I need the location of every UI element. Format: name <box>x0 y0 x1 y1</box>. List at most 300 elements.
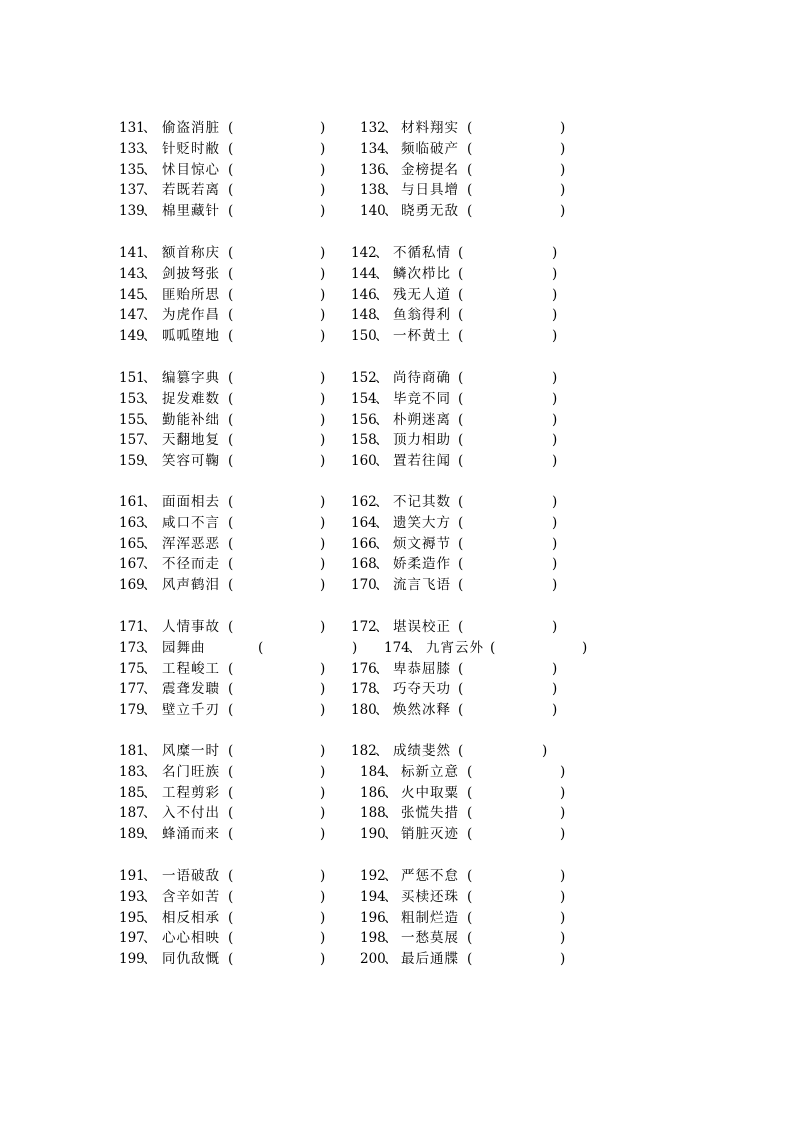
left-answer-close-paren: ) <box>320 888 326 905</box>
idiom-row <box>0 326 794 346</box>
left-idiom-text: 匪贻所思 <box>162 286 220 303</box>
left-item-separator: 、 <box>143 619 157 635</box>
right-answer-close-paren: ) <box>560 784 566 801</box>
left-answer-open-paren: ( <box>228 265 234 282</box>
left-answer-open-paren: ( <box>258 639 264 656</box>
left-item-number: 163 <box>119 514 145 531</box>
left-answer-open-paren: ( <box>228 432 234 449</box>
left-answer-open-paren: ( <box>228 951 234 968</box>
right-answer-open-paren: ( <box>458 660 464 677</box>
left-item-number: 149 <box>119 328 145 345</box>
left-item-number: 167 <box>119 556 145 573</box>
right-item-number: 190 <box>360 826 386 843</box>
left-item-separator: 、 <box>143 951 157 968</box>
left-item-separator: 、 <box>143 660 157 677</box>
left-idiom-text: 针贬时敝 <box>162 140 220 157</box>
right-item-number: 200 <box>360 951 386 968</box>
right-item-separator: 、 <box>375 660 389 677</box>
left-answer-open-paren: ( <box>228 370 234 386</box>
right-answer-open-paren: ( <box>458 514 464 531</box>
left-answer-open-paren: ( <box>228 120 234 136</box>
idiom-row <box>0 201 794 221</box>
left-item-number: 137 <box>119 182 145 199</box>
left-idiom-text: 呱呱堕地 <box>162 328 220 345</box>
left-answer-close-paren: ) <box>320 307 326 324</box>
left-answer-close-paren: ) <box>320 411 326 428</box>
left-answer-close-paren: ) <box>320 556 326 573</box>
idiom-row <box>0 285 794 305</box>
right-item-number: 186 <box>360 784 386 801</box>
right-idiom-text: 鱼翁得利 <box>393 307 451 324</box>
right-item-separator: 、 <box>384 826 398 843</box>
left-item-separator: 、 <box>143 784 157 801</box>
right-item-separator: 、 <box>375 265 389 282</box>
right-idiom-text: 销脏灭迹 <box>401 826 459 843</box>
right-answer-open-paren: ( <box>458 556 464 573</box>
right-answer-open-paren: ( <box>458 494 464 510</box>
right-answer-close-paren: ) <box>560 826 566 843</box>
right-item-number: 184 <box>360 763 386 780</box>
left-answer-open-paren: ( <box>228 743 234 759</box>
left-answer-close-paren: ) <box>320 660 326 677</box>
right-item-separator: 、 <box>375 702 389 719</box>
right-idiom-text: 流言飞语 <box>393 577 451 594</box>
right-idiom-text: 置若往闻 <box>393 453 451 470</box>
right-item-separator: 、 <box>375 390 389 407</box>
left-item-separator: 、 <box>143 514 157 531</box>
right-item-separator: 、 <box>375 307 389 324</box>
idiom-row <box>0 264 794 284</box>
idiom-row <box>0 180 794 200</box>
left-answer-open-paren: ( <box>228 784 234 801</box>
right-answer-open-paren: ( <box>458 245 464 261</box>
left-answer-close-paren: ) <box>320 286 326 303</box>
right-answer-open-paren: ( <box>458 743 464 759</box>
right-answer-close-paren: ) <box>560 182 566 199</box>
left-idiom-text: 震聋发聩 <box>162 681 220 698</box>
right-answer-close-paren: ) <box>552 286 558 303</box>
right-idiom-text: 焕然冰释 <box>393 702 451 719</box>
right-idiom-text: 金榜提名 <box>401 161 459 178</box>
left-item-separator: 、 <box>143 681 157 698</box>
left-answer-close-paren: ) <box>320 619 326 635</box>
right-item-separator: 、 <box>375 328 389 345</box>
right-idiom-text: 九宵云外 <box>426 639 484 656</box>
right-item-number: 176 <box>351 660 377 677</box>
idiom-row <box>0 513 794 533</box>
left-item-separator: 、 <box>143 265 157 282</box>
right-item-separator: 、 <box>375 432 389 449</box>
right-answer-close-paren: ) <box>560 763 566 780</box>
idiom-row <box>0 762 794 782</box>
right-item-number: 146 <box>351 286 377 303</box>
left-answer-open-paren: ( <box>228 328 234 345</box>
left-item-number: 173 <box>119 639 145 656</box>
right-item-separator: 、 <box>384 951 398 968</box>
left-idiom-text: 名门旺族 <box>162 763 220 780</box>
left-answer-open-paren: ( <box>228 161 234 178</box>
right-answer-close-paren: ) <box>552 535 558 552</box>
left-answer-close-paren: ) <box>320 140 326 157</box>
left-answer-close-paren: ) <box>320 681 326 698</box>
left-answer-close-paren: ) <box>320 909 326 926</box>
left-item-number: 141 <box>119 245 145 261</box>
left-item-separator: 、 <box>143 639 157 656</box>
left-idiom-text: 工程剪彩 <box>162 784 220 801</box>
right-answer-open-paren: ( <box>467 951 473 968</box>
left-answer-close-paren: ) <box>320 494 326 510</box>
right-item-number: 154 <box>351 390 377 407</box>
right-idiom-text: 严惩不怠 <box>401 868 459 884</box>
right-answer-close-paren: ) <box>582 639 588 656</box>
right-answer-close-paren: ) <box>552 370 558 386</box>
idiom-row <box>0 430 794 450</box>
left-item-separator: 、 <box>143 888 157 905</box>
right-idiom-text: 一愁莫展 <box>401 930 459 947</box>
right-item-number: 132 <box>360 120 386 136</box>
right-answer-close-paren: ) <box>560 909 566 926</box>
left-idiom-text: 捉发难数 <box>162 390 220 407</box>
idiom-row <box>0 866 794 886</box>
right-item-separator: 、 <box>375 619 389 635</box>
left-idiom-text: 天翻地复 <box>162 432 220 449</box>
right-idiom-text: 最后通牒 <box>401 951 459 968</box>
right-item-separator: 、 <box>375 286 389 303</box>
right-item-number: 170 <box>351 577 377 594</box>
right-item-separator: 、 <box>384 888 398 905</box>
left-idiom-text: 怵目惊心 <box>162 161 220 178</box>
left-item-separator: 、 <box>143 909 157 926</box>
right-answer-open-paren: ( <box>458 286 464 303</box>
idiom-row <box>0 451 794 471</box>
left-answer-open-paren: ( <box>228 702 234 719</box>
idiom-row <box>0 659 794 679</box>
left-item-separator: 、 <box>143 743 157 759</box>
left-item-separator: 、 <box>143 390 157 407</box>
right-idiom-text: 残无人道 <box>393 286 451 303</box>
left-item-number: 177 <box>119 681 145 698</box>
left-answer-close-paren: ) <box>320 120 326 136</box>
right-idiom-text: 标新立意 <box>401 763 459 780</box>
right-item-number: 178 <box>351 681 377 698</box>
left-answer-close-paren: ) <box>320 535 326 552</box>
left-idiom-text: 园舞曲 <box>162 639 206 656</box>
idiom-row <box>0 700 794 720</box>
right-idiom-text: 顶力相助 <box>393 432 451 449</box>
left-item-number: 195 <box>119 909 145 926</box>
idiom-row <box>0 243 794 263</box>
left-item-separator: 、 <box>143 182 157 199</box>
idiom-row <box>0 617 794 637</box>
right-answer-open-paren: ( <box>458 265 464 282</box>
right-answer-open-paren: ( <box>458 328 464 345</box>
left-item-number: 197 <box>119 930 145 947</box>
left-answer-open-paren: ( <box>228 868 234 884</box>
left-answer-close-paren: ) <box>320 370 326 386</box>
left-answer-open-paren: ( <box>228 660 234 677</box>
right-item-number: 198 <box>360 930 386 947</box>
left-answer-close-paren: ) <box>320 805 326 822</box>
idiom-row <box>0 783 794 803</box>
left-answer-close-paren: ) <box>320 577 326 594</box>
right-answer-open-paren: ( <box>467 161 473 178</box>
right-item-separator: 、 <box>384 930 398 947</box>
idiom-row <box>0 554 794 574</box>
left-idiom-text: 为虎作昌 <box>162 307 220 324</box>
left-idiom-text: 不径而走 <box>162 556 220 573</box>
left-idiom-text: 含辛如苦 <box>162 888 220 905</box>
right-item-separator: 、 <box>375 743 389 759</box>
right-answer-open-paren: ( <box>458 432 464 449</box>
left-item-number: 159 <box>119 453 145 470</box>
left-idiom-text: 编篡字典 <box>162 370 220 386</box>
left-idiom-text: 勤能补绌 <box>162 411 220 428</box>
left-answer-close-paren: ) <box>320 265 326 282</box>
right-answer-close-paren: ) <box>552 619 558 635</box>
left-idiom-text: 壁立千刃 <box>162 702 220 719</box>
left-answer-open-paren: ( <box>228 909 234 926</box>
left-item-number: 175 <box>119 660 145 677</box>
right-answer-open-paren: ( <box>467 203 473 220</box>
right-answer-close-paren: ) <box>560 930 566 947</box>
right-answer-close-paren: ) <box>560 203 566 220</box>
right-idiom-text: 火中取粟 <box>401 784 459 801</box>
left-item-separator: 、 <box>143 702 157 719</box>
left-answer-close-paren: ) <box>320 390 326 407</box>
idiom-row <box>0 928 794 948</box>
right-item-separator: 、 <box>384 140 398 157</box>
left-answer-open-paren: ( <box>228 535 234 552</box>
idiom-row <box>0 887 794 907</box>
left-item-number: 145 <box>119 286 145 303</box>
right-idiom-text: 材料翔实 <box>401 120 459 136</box>
left-answer-open-paren: ( <box>228 888 234 905</box>
idiom-row <box>0 305 794 325</box>
left-answer-open-paren: ( <box>228 619 234 635</box>
left-item-number: 193 <box>119 888 145 905</box>
left-item-separator: 、 <box>143 286 157 303</box>
idiom-row <box>0 139 794 159</box>
left-answer-open-paren: ( <box>228 203 234 220</box>
left-answer-close-paren: ) <box>320 826 326 843</box>
left-answer-close-paren: ) <box>320 951 326 968</box>
left-item-number: 133 <box>119 140 145 157</box>
idiom-row <box>0 160 794 180</box>
right-answer-close-paren: ) <box>560 951 566 968</box>
left-answer-open-paren: ( <box>228 763 234 780</box>
right-item-number: 180 <box>351 702 377 719</box>
right-idiom-text: 鳞次栉比 <box>393 265 451 282</box>
left-item-separator: 、 <box>143 370 157 386</box>
left-item-number: 171 <box>119 619 145 635</box>
right-answer-open-paren: ( <box>458 619 464 635</box>
right-item-number: 148 <box>351 307 377 324</box>
right-item-number: 168 <box>351 556 377 573</box>
left-item-separator: 、 <box>143 826 157 843</box>
left-item-separator: 、 <box>143 203 157 220</box>
right-item-number: 136 <box>360 161 386 178</box>
left-item-separator: 、 <box>143 453 157 470</box>
right-item-separator: 、 <box>384 805 398 822</box>
left-item-number: 181 <box>119 743 145 759</box>
right-item-separator: 、 <box>384 161 398 178</box>
right-item-separator: 、 <box>375 514 389 531</box>
left-item-number: 131 <box>119 120 145 136</box>
right-answer-open-paren: ( <box>490 639 496 656</box>
left-item-number: 161 <box>119 494 145 510</box>
right-idiom-text: 尚待商确 <box>393 370 451 386</box>
left-item-separator: 、 <box>143 535 157 552</box>
left-item-number: 153 <box>119 390 145 407</box>
right-idiom-text: 晓勇无敌 <box>401 203 459 220</box>
idiom-row <box>0 949 794 969</box>
right-item-separator: 、 <box>375 453 389 470</box>
left-answer-close-paren: ) <box>320 328 326 345</box>
idiom-row <box>0 368 794 388</box>
left-idiom-text: 剑披弩张 <box>162 265 220 282</box>
left-answer-open-paren: ( <box>228 805 234 822</box>
right-answer-close-paren: ) <box>542 743 548 759</box>
right-item-separator: 、 <box>375 577 389 594</box>
right-answer-open-paren: ( <box>467 784 473 801</box>
left-item-number: 169 <box>119 577 145 594</box>
right-item-number: 138 <box>360 182 386 199</box>
right-item-separator: 、 <box>375 556 389 573</box>
right-answer-close-paren: ) <box>560 805 566 822</box>
left-item-number: 199 <box>119 951 145 968</box>
right-idiom-text: 不循私情 <box>393 245 451 261</box>
right-item-number: 140 <box>360 203 386 220</box>
left-answer-close-paren: ) <box>352 639 358 656</box>
idiom-row <box>0 389 794 409</box>
right-idiom-text: 遗笑大方 <box>393 514 451 531</box>
right-answer-open-paren: ( <box>458 370 464 386</box>
left-idiom-text: 笑容可鞠 <box>162 453 220 470</box>
left-item-number: 155 <box>119 411 145 428</box>
left-item-separator: 、 <box>143 805 157 822</box>
right-idiom-text: 买椟还珠 <box>401 888 459 905</box>
left-answer-open-paren: ( <box>228 930 234 947</box>
right-idiom-text: 成绩斐然 <box>393 743 451 759</box>
right-idiom-text: 卑恭屈膝 <box>393 660 451 677</box>
left-idiom-text: 工程峻工 <box>162 660 220 677</box>
right-item-number: 182 <box>351 743 377 759</box>
left-idiom-text: 咸口不言 <box>162 514 220 531</box>
left-item-number: 191 <box>119 868 145 884</box>
right-item-separator: 、 <box>375 411 389 428</box>
right-idiom-text: 不记其数 <box>393 494 451 510</box>
right-answer-open-paren: ( <box>467 763 473 780</box>
left-answer-close-paren: ) <box>320 203 326 220</box>
left-idiom-text: 若既若离 <box>162 182 220 199</box>
right-answer-open-paren: ( <box>467 805 473 822</box>
right-idiom-text: 烦文褥节 <box>393 535 451 552</box>
left-answer-close-paren: ) <box>320 784 326 801</box>
left-answer-close-paren: ) <box>320 514 326 531</box>
right-item-separator: 、 <box>384 763 398 780</box>
left-answer-open-paren: ( <box>228 140 234 157</box>
right-answer-open-paren: ( <box>458 681 464 698</box>
right-item-number: 194 <box>360 888 386 905</box>
left-item-separator: 、 <box>143 494 157 510</box>
right-item-number: 172 <box>351 619 377 635</box>
right-item-separator: 、 <box>384 868 398 884</box>
right-item-number: 196 <box>360 909 386 926</box>
right-item-number: 160 <box>351 453 377 470</box>
left-idiom-text: 蜂涌而来 <box>162 826 220 843</box>
idiom-row <box>0 638 794 658</box>
right-answer-open-paren: ( <box>467 826 473 843</box>
right-answer-close-paren: ) <box>560 888 566 905</box>
right-item-separator: 、 <box>384 120 398 136</box>
left-idiom-text: 偷盗消脏 <box>162 120 220 136</box>
left-answer-close-paren: ) <box>320 868 326 884</box>
right-answer-open-paren: ( <box>458 702 464 719</box>
right-item-separator: 、 <box>384 784 398 801</box>
right-idiom-text: 粗制烂造 <box>401 909 459 926</box>
right-answer-open-paren: ( <box>467 930 473 947</box>
right-item-separator: 、 <box>375 370 389 386</box>
idiom-row <box>0 679 794 699</box>
left-idiom-text: 入不付出 <box>162 805 220 822</box>
left-idiom-text: 面面相去 <box>162 494 220 510</box>
left-idiom-text: 棉里藏针 <box>162 203 220 220</box>
left-item-separator: 、 <box>143 140 157 157</box>
left-answer-close-paren: ) <box>320 743 326 759</box>
left-item-separator: 、 <box>143 577 157 594</box>
left-item-separator: 、 <box>143 432 157 449</box>
left-answer-open-paren: ( <box>228 182 234 199</box>
right-answer-open-paren: ( <box>458 577 464 594</box>
right-answer-close-paren: ) <box>552 411 558 428</box>
left-idiom-text: 浑浑恶恶 <box>162 535 220 552</box>
left-item-number: 135 <box>119 161 145 178</box>
left-item-number: 189 <box>119 826 145 843</box>
left-item-separator: 、 <box>143 307 157 324</box>
right-answer-open-paren: ( <box>458 535 464 552</box>
right-answer-close-paren: ) <box>552 390 558 407</box>
left-item-number: 185 <box>119 784 145 801</box>
right-item-number: 150 <box>351 328 377 345</box>
right-idiom-text: 朴朔迷离 <box>393 411 451 428</box>
right-item-separator: 、 <box>375 245 389 261</box>
idiom-row <box>0 908 794 928</box>
idiom-row <box>0 824 794 844</box>
left-answer-open-paren: ( <box>228 494 234 510</box>
right-answer-close-paren: ) <box>560 868 566 884</box>
left-answer-open-paren: ( <box>228 556 234 573</box>
left-item-number: 179 <box>119 702 145 719</box>
left-item-separator: 、 <box>143 328 157 345</box>
left-item-separator: 、 <box>143 930 157 947</box>
left-answer-close-paren: ) <box>320 245 326 261</box>
right-answer-open-paren: ( <box>458 307 464 324</box>
left-item-number: 151 <box>119 370 145 386</box>
right-answer-open-paren: ( <box>467 140 473 157</box>
right-idiom-text: 与日具增 <box>401 182 459 199</box>
right-idiom-text: 娇柔造作 <box>393 556 451 573</box>
right-item-separator: 、 <box>384 182 398 199</box>
left-item-number: 139 <box>119 203 145 220</box>
right-answer-open-paren: ( <box>467 182 473 199</box>
left-item-number: 147 <box>119 307 145 324</box>
left-answer-open-paren: ( <box>228 577 234 594</box>
left-idiom-text: 额首称庆 <box>162 245 220 261</box>
right-answer-open-paren: ( <box>458 411 464 428</box>
right-answer-close-paren: ) <box>560 120 566 136</box>
right-idiom-text: 一杯黄土 <box>393 328 451 345</box>
left-item-number: 187 <box>119 805 145 822</box>
